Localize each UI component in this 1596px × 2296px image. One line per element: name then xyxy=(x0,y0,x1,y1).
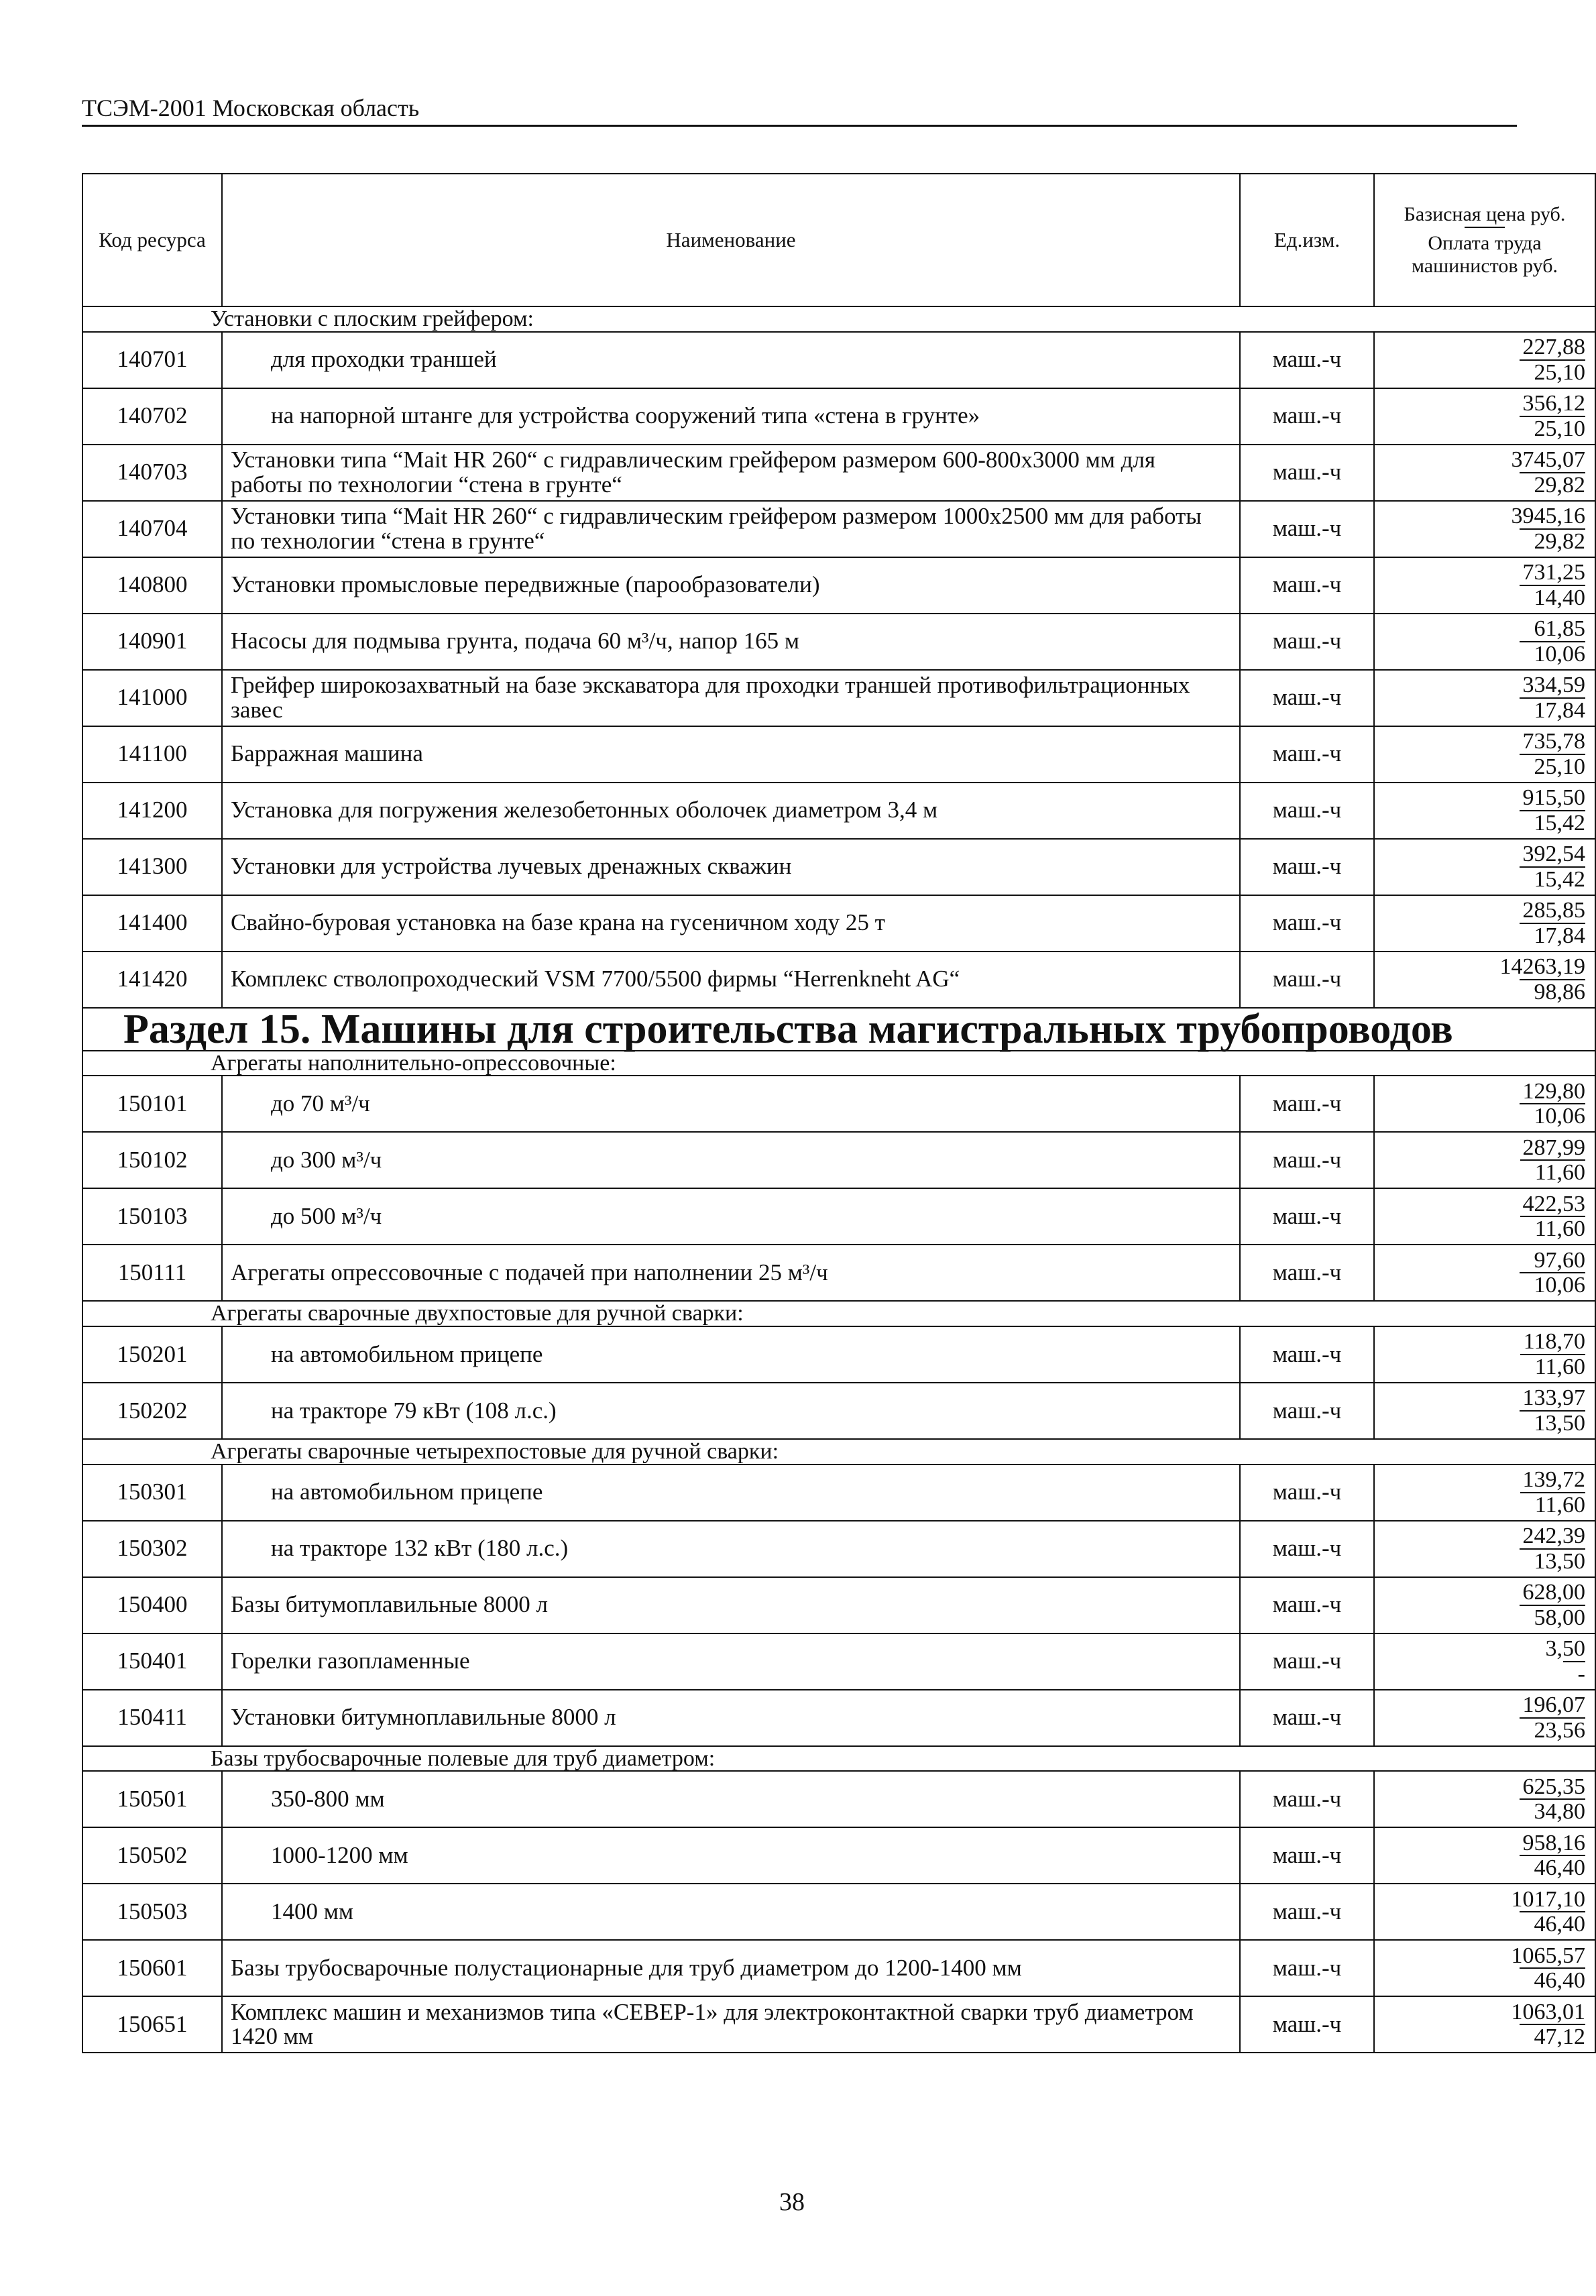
resource-unit: маш.-ч xyxy=(1240,952,1374,1008)
resource-code: 141300 xyxy=(82,839,222,895)
labor-price: 46,40 xyxy=(1520,1855,1586,1880)
resource-unit: маш.-ч xyxy=(1240,1188,1374,1245)
resource-unit: маш.-ч xyxy=(1240,895,1374,952)
labor-price: 25,10 xyxy=(1520,754,1586,779)
table-row xyxy=(82,501,1595,557)
subheader-row xyxy=(82,1439,1595,1465)
table-row xyxy=(82,1245,1595,1301)
resource-code: 150111 xyxy=(82,1245,222,1301)
base-price: 129,80 xyxy=(1522,1078,1585,1104)
resource-name: до 70 м³/ч xyxy=(222,1076,1240,1132)
resource-price xyxy=(1374,1521,1595,1577)
subheader-label: Агрегаты сварочные двухпостовые для ручной сварки: xyxy=(82,1301,1595,1326)
resource-unit: маш.-ч xyxy=(1240,1132,1374,1188)
table-row xyxy=(82,1577,1595,1633)
labor-price: 58,00 xyxy=(1520,1605,1586,1630)
resource-unit: маш.-ч xyxy=(1240,1245,1374,1301)
resource-name: 350-800 мм xyxy=(222,1771,1240,1827)
resource-unit: маш.-ч xyxy=(1240,501,1374,557)
base-price: 3,50 xyxy=(1545,1636,1585,1662)
table-row xyxy=(82,1633,1595,1690)
resource-price xyxy=(1374,1383,1595,1439)
resource-code: 141000 xyxy=(82,670,222,726)
resource-name: на напорной штанге для устройства сооружений типа «стена в грунте» xyxy=(222,388,1240,445)
labor-price: 11,60 xyxy=(1520,1159,1585,1185)
resource-price xyxy=(1374,501,1595,557)
resource-code: 150401 xyxy=(82,1633,222,1690)
base-price: 139,72 xyxy=(1522,1467,1585,1493)
base-price: 392,54 xyxy=(1522,842,1585,866)
resource-name: Горелки газопламенные xyxy=(222,1633,1240,1690)
labor-price: 25,10 xyxy=(1520,359,1586,385)
resource-name: 1000-1200 мм xyxy=(222,1827,1240,1884)
table-row xyxy=(82,1465,1595,1521)
resource-price xyxy=(1374,1465,1595,1521)
resource-price xyxy=(1374,332,1595,388)
resource-price xyxy=(1374,1940,1595,1996)
page-header: ТСЭМ-2001 Московская область xyxy=(82,94,1517,127)
labor-price: 15,42 xyxy=(1520,810,1586,836)
resource-price xyxy=(1374,1245,1595,1301)
labor-price: 11,60 xyxy=(1520,1492,1585,1517)
table-row xyxy=(82,1132,1595,1188)
resource-price xyxy=(1374,839,1595,895)
table-row xyxy=(82,1940,1595,1996)
base-price: 242,39 xyxy=(1522,1524,1585,1549)
resource-price xyxy=(1374,388,1595,445)
resource-price xyxy=(1374,1076,1595,1132)
resource-price xyxy=(1374,557,1595,614)
resource-code: 140703 xyxy=(82,445,222,501)
resource-code: 150601 xyxy=(82,1940,222,1996)
resource-unit: маш.-ч xyxy=(1240,1827,1374,1884)
resource-price xyxy=(1374,1827,1595,1884)
base-price: 625,35 xyxy=(1522,1774,1585,1799)
resource-code: 150101 xyxy=(82,1076,222,1132)
base-price: 334,59 xyxy=(1522,673,1585,697)
base-price: 97,60 xyxy=(1534,1247,1585,1273)
page-number: 38 xyxy=(779,2188,805,2216)
base-price: 61,85 xyxy=(1534,616,1585,641)
resource-name: Агрегаты опрессовочные с подачей при наполнении 25 м³/ч xyxy=(222,1245,1240,1301)
resource-unit: маш.-ч xyxy=(1240,1633,1374,1690)
table-row xyxy=(82,332,1595,388)
resource-unit: маш.-ч xyxy=(1240,1884,1374,1940)
table-row xyxy=(82,1827,1595,1884)
resource-code: 150502 xyxy=(82,1827,222,1884)
table-row xyxy=(82,726,1595,783)
resource-code: 150102 xyxy=(82,1132,222,1188)
resource-price xyxy=(1374,952,1595,1008)
base-price: 118,70 xyxy=(1523,1329,1585,1355)
table-row xyxy=(82,1690,1595,1746)
resource-code: 140704 xyxy=(82,501,222,557)
resource-name: Установки типа “Mait HR 260“ с гидравлическим грейфером размером 1000х2500 мм для работы по технологии “стена в грунте“ xyxy=(222,501,1240,557)
resource-unit: маш.-ч xyxy=(1240,1076,1374,1132)
table-row xyxy=(82,670,1595,726)
labor-price: 23,56 xyxy=(1520,1717,1586,1743)
resource-code: 150302 xyxy=(82,1521,222,1577)
column-header-name: Наименование xyxy=(222,174,1240,306)
resource-name: Базы битумоплавильные 8000 л xyxy=(222,1577,1240,1633)
resource-price xyxy=(1374,1577,1595,1633)
resource-price xyxy=(1374,1633,1595,1690)
resource-name: до 500 м³/ч xyxy=(222,1188,1240,1245)
resource-code: 150400 xyxy=(82,1577,222,1633)
table-row xyxy=(82,614,1595,670)
section-title: Раздел 15. Машины для строительства магистральных трубопроводов xyxy=(82,1008,1595,1051)
table-row xyxy=(82,1326,1595,1383)
resource-name: Установки типа “Mait HR 260“ с гидравлическим грейфером размером 600-800х3000 мм для работы по технологии “стена в грунте“ xyxy=(222,445,1240,501)
table-row xyxy=(82,445,1595,501)
resource-unit: маш.-ч xyxy=(1240,445,1374,501)
resource-price xyxy=(1374,670,1595,726)
resource-code: 141200 xyxy=(82,783,222,839)
resource-name: 1400 мм xyxy=(222,1884,1240,1940)
labor-price: 14,40 xyxy=(1520,585,1586,610)
resource-code: 150201 xyxy=(82,1326,222,1383)
base-price: 628,00 xyxy=(1522,1580,1585,1605)
resource-unit: маш.-ч xyxy=(1240,388,1374,445)
subheader-label: Базы трубосварочные полевые для труб диаметром: xyxy=(82,1746,1595,1772)
resource-unit: маш.-ч xyxy=(1240,1383,1374,1439)
resource-name: Грейфер широкозахватный на базе экскаватора для проходки траншей противофильтрационных завес xyxy=(222,670,1240,726)
table-row xyxy=(82,1771,1595,1827)
labor-price: 47,12 xyxy=(1520,2024,1586,2049)
resource-name: Базы трубосварочные полустационарные для труб диаметром до 1200-1400 мм xyxy=(222,1940,1240,1996)
resource-code: 140901 xyxy=(82,614,222,670)
resource-unit: маш.-ч xyxy=(1240,1690,1374,1746)
resource-unit: маш.-ч xyxy=(1240,783,1374,839)
base-price: 14263,19 xyxy=(1499,954,1585,979)
table-row xyxy=(82,1076,1595,1132)
subheader-row xyxy=(82,306,1595,332)
table-row xyxy=(82,783,1595,839)
resource-name: на автомобильном прицепе xyxy=(222,1465,1240,1521)
base-price: 1063,01 xyxy=(1511,1999,1585,2024)
labor-price: 34,80 xyxy=(1520,1798,1586,1824)
table-header-row xyxy=(82,174,1595,306)
labor-price: 13,50 xyxy=(1520,1410,1586,1436)
subheader-row xyxy=(82,1746,1595,1772)
resource-unit: маш.-ч xyxy=(1240,1521,1374,1577)
labor-price: 10,06 xyxy=(1520,1272,1586,1298)
base-price: 356,12 xyxy=(1522,391,1585,416)
base-price: 287,99 xyxy=(1522,1135,1585,1160)
resource-price xyxy=(1374,895,1595,952)
table-row xyxy=(82,1521,1595,1577)
table-row xyxy=(82,952,1595,1008)
resource-name: Комплекс стволопроходческий VSM 7700/5500 фирмы “Herrenkneht AG“ xyxy=(222,952,1240,1008)
table-row xyxy=(82,895,1595,952)
resource-unit: маш.-ч xyxy=(1240,332,1374,388)
resource-price xyxy=(1374,445,1595,501)
labor-price: 10,06 xyxy=(1520,641,1586,667)
labor-price: 13,50 xyxy=(1520,1548,1586,1574)
resource-table xyxy=(82,173,1596,2053)
labor-price: 29,82 xyxy=(1520,472,1586,498)
table-row xyxy=(82,839,1595,895)
column-header-price xyxy=(1374,174,1595,306)
base-price: 422,53 xyxy=(1522,1191,1585,1216)
resource-unit: маш.-ч xyxy=(1240,614,1374,670)
labor-price: 10,06 xyxy=(1520,1103,1586,1129)
labor-price: 17,84 xyxy=(1520,697,1586,723)
labor-price: 11,60 xyxy=(1520,1216,1585,1241)
resource-unit: маш.-ч xyxy=(1240,1577,1374,1633)
subheader-row xyxy=(82,1301,1595,1326)
table-row xyxy=(82,388,1595,445)
section-heading-row xyxy=(82,1008,1595,1051)
resource-unit: маш.-ч xyxy=(1240,839,1374,895)
resource-code: 150651 xyxy=(82,1996,222,2053)
column-header-price-labor: Оплата труда машинистов руб. xyxy=(1411,232,1558,277)
resource-unit: маш.-ч xyxy=(1240,726,1374,783)
base-price: 227,88 xyxy=(1522,335,1585,359)
resource-price xyxy=(1374,1996,1595,2053)
resource-code: 141400 xyxy=(82,895,222,952)
resource-name: Установка для погружения железобетонных оболочек диаметром 3,4 м xyxy=(222,783,1240,839)
subheader-label: Агрегаты сварочные четырехпостовые для ручной сварки: xyxy=(82,1439,1595,1465)
subheader-label: Установки с плоским грейфером: xyxy=(82,306,1595,332)
resource-code: 141420 xyxy=(82,952,222,1008)
resource-price xyxy=(1374,1884,1595,1940)
resource-code: 150301 xyxy=(82,1465,222,1521)
header-divider xyxy=(1465,227,1505,228)
labor-price: 46,40 xyxy=(1520,1967,1586,1993)
resource-name: Установки промысловые передвижные (парообразователи) xyxy=(222,557,1240,614)
resource-name: Установки для устройства лучевых дренажных скважин xyxy=(222,839,1240,895)
resource-code: 140702 xyxy=(82,388,222,445)
resource-price xyxy=(1374,1771,1595,1827)
resource-price xyxy=(1374,1132,1595,1188)
base-price: 915,50 xyxy=(1522,785,1585,810)
table-row xyxy=(82,557,1595,614)
resource-price xyxy=(1374,1326,1595,1383)
table-row xyxy=(82,1383,1595,1439)
resource-code: 140701 xyxy=(82,332,222,388)
resource-unit: маш.-ч xyxy=(1240,1326,1374,1383)
base-price: 958,16 xyxy=(1522,1830,1585,1855)
base-price: 1017,10 xyxy=(1511,1886,1585,1912)
resource-unit: маш.-ч xyxy=(1240,557,1374,614)
resource-unit: маш.-ч xyxy=(1240,1940,1374,1996)
column-header-price-base: Базисная цена руб. xyxy=(1404,203,1566,225)
table-row xyxy=(82,1884,1595,1940)
table-row xyxy=(82,1996,1595,2053)
resource-name: Установки битумноплавильные 8000 л xyxy=(222,1690,1240,1746)
resource-price xyxy=(1374,783,1595,839)
subheader-label: Агрегаты наполнительно-опрессовочные: xyxy=(82,1051,1595,1076)
resource-table-body xyxy=(82,174,1595,2053)
resource-name: на автомобильном прицепе xyxy=(222,1326,1240,1383)
subheader-row xyxy=(82,1051,1595,1076)
resource-code: 150501 xyxy=(82,1771,222,1827)
labor-price: 29,82 xyxy=(1520,528,1586,554)
base-price: 1065,57 xyxy=(1511,1943,1585,1968)
resource-price xyxy=(1374,1188,1595,1245)
base-price: 731,25 xyxy=(1522,560,1585,585)
labor-price: 15,42 xyxy=(1520,866,1586,892)
table-row xyxy=(82,1188,1595,1245)
base-price: 3945,16 xyxy=(1511,504,1585,528)
resource-code: 150103 xyxy=(82,1188,222,1245)
resource-name: до 300 м³/ч xyxy=(222,1132,1240,1188)
labor-price: - xyxy=(1563,1661,1585,1686)
resource-unit: маш.-ч xyxy=(1240,670,1374,726)
resource-price xyxy=(1374,614,1595,670)
base-price: 133,97 xyxy=(1522,1385,1585,1411)
resource-unit: маш.-ч xyxy=(1240,1771,1374,1827)
resource-code: 150503 xyxy=(82,1884,222,1940)
base-price: 196,07 xyxy=(1522,1692,1585,1718)
resource-name: Комплекс машин и механизмов типа «СЕВЕР-1» для электроконтактной сварки труб диаметром 1420 мм xyxy=(222,1996,1240,2053)
resource-price xyxy=(1374,726,1595,783)
base-price: 3745,07 xyxy=(1511,447,1585,472)
resource-name: для проходки траншей xyxy=(222,332,1240,388)
column-header-unit: Ед.изм. xyxy=(1240,174,1374,306)
resource-unit: маш.-ч xyxy=(1240,1465,1374,1521)
resource-code: 150202 xyxy=(82,1383,222,1439)
labor-price: 46,40 xyxy=(1520,1911,1586,1937)
resource-name: на тракторе 79 кВт (108 л.с.) xyxy=(222,1383,1240,1439)
base-price: 735,78 xyxy=(1522,729,1585,754)
resource-code: 150411 xyxy=(82,1690,222,1746)
labor-price: 11,60 xyxy=(1520,1354,1585,1379)
resource-name: на тракторе 132 кВт (180 л.с.) xyxy=(222,1521,1240,1577)
resource-unit: маш.-ч xyxy=(1240,1996,1374,2053)
resource-price xyxy=(1374,1690,1595,1746)
labor-price: 25,10 xyxy=(1520,416,1586,441)
resource-name: Барражная машина xyxy=(222,726,1240,783)
resource-name: Насосы для подмыва грунта, подача 60 м³/ч, напор 165 м xyxy=(222,614,1240,670)
resource-code: 141100 xyxy=(82,726,222,783)
base-price: 285,85 xyxy=(1522,898,1585,923)
resource-code: 140800 xyxy=(82,557,222,614)
labor-price: 17,84 xyxy=(1520,923,1586,948)
resource-name: Свайно-буровая установка на базе крана на гусеничном ходу 25 т xyxy=(222,895,1240,952)
labor-price: 98,86 xyxy=(1520,979,1586,1005)
column-header-code: Код ресурса xyxy=(82,174,222,306)
